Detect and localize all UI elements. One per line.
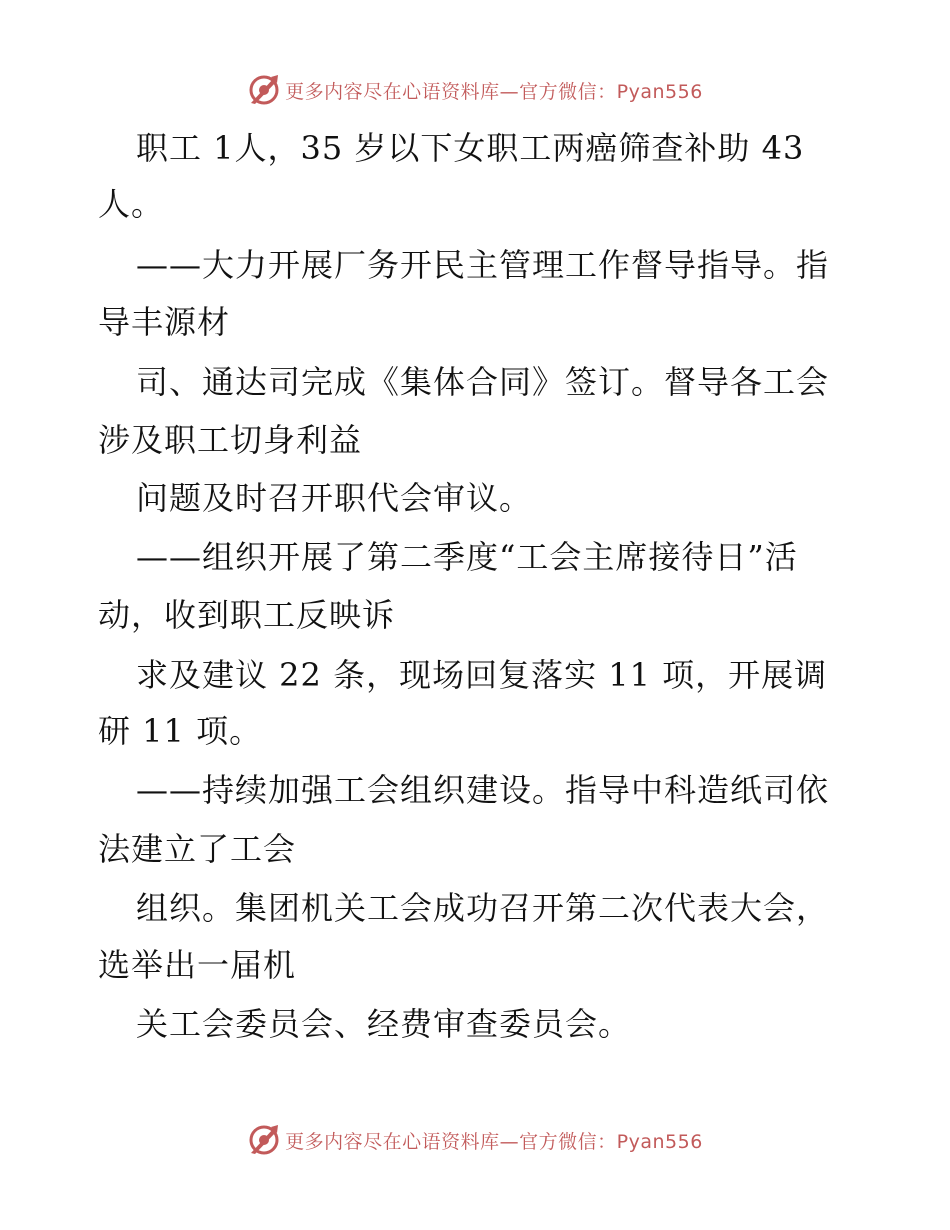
body-line: 法建立了工会 [98,830,297,868]
body-line: 选举出一届机 [98,946,297,984]
body-line: 动，收到职工反映诉 [98,596,396,634]
header-banner [0,70,950,110]
body-line: 职工 1人，35 岁以下女职工两癌筛查补助 43 [136,129,805,167]
body-line: 司、通达司完成《集体合同》签订。督导各工会 [136,363,830,401]
body-line: ——组织开展了第二季度“工会主席接待日”活 [136,538,798,576]
body-line: ——持续加强工会组织建设。指导中科造纸司依 [136,771,830,809]
footer-banner-text: 更多内容尽在心语资料库—官方微信：Pyan556 [285,1130,703,1153]
footer-banner [0,1120,950,1160]
body-line: 研 11 项。 [98,712,263,750]
body-line: ——大力开展厂务开民主管理工作督导指导。指 [136,246,830,284]
body-line: 人。 [98,185,165,223]
quill-seal-logo-icon [247,73,281,107]
body-line: 涉及职工切身利益 [98,421,363,459]
body-line: 问题及时召开职代会审议。 [136,479,533,517]
header-banner-text: 更多内容尽在心语资料库—官方微信：Pyan556 [285,80,703,103]
body-line: 求及建议 22 条，现场回复落实 11 项，开展调 [136,656,828,694]
body-line: 组织。集团机关工会成功召开第二次代表大会， [136,889,830,927]
body-line: 导丰源材 [98,303,231,341]
body-line: 关工会委员会、经费审查委员会。 [136,1005,632,1043]
quill-seal-logo-icon [247,1123,281,1157]
